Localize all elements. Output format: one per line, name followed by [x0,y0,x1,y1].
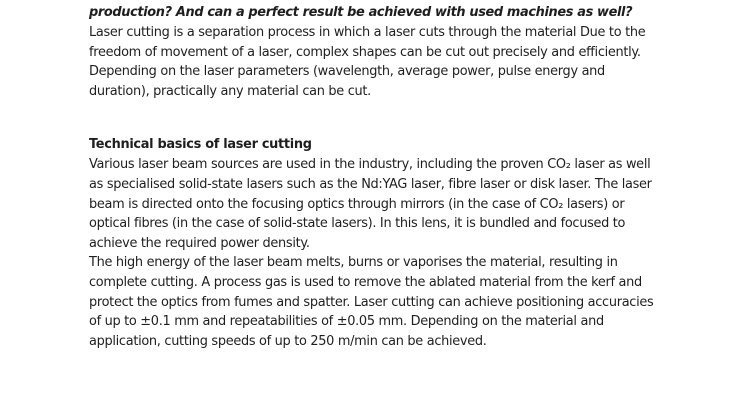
paragraph-laser-cutting-definition: Laser cutting is a separation process in which a laser cuts through the material Due to the freedom of movement of a laser, complex shapes can be cut out precisely and efficiently. Depending on the laser parameters (wavelength, average power, pulse energy and duration), practically any material can be cut. [89,25,646,99]
intro-question: production? And can a perfect result be achieved with used machines as well? [89,5,633,20]
article-content [89,0,664,351]
paragraph-laser-sources: Various laser beam sources are used in the industry, including the proven CO₂ laser as well as specialised solid-state lasers such as the Nd:YAG laser, fibre laser or disk laser. The laser beam is directed onto the focusing optics through mirrors (in the case of CO₂ lasers) or optical fibres (in the case of solid-state lasers). In this lens, it is bundled and focused to achieve the required power density. [89,157,652,251]
section-heading: Technical basics of laser cutting [89,137,312,153]
paragraph-cutting-process: The high energy of the laser beam melts, burns or vaporises the material, resulting in complete cutting. A process gas is used to remove the ablated material from the kerf and protect the optics from fumes and spatter. Laser cutting can achieve positioning accuracies of up to ±0.1 mm and repeatabilities of ±0.05 mm. Depending on the material and application, cutting speeds of up to 250 m/min can be achieved. [89,255,654,349]
